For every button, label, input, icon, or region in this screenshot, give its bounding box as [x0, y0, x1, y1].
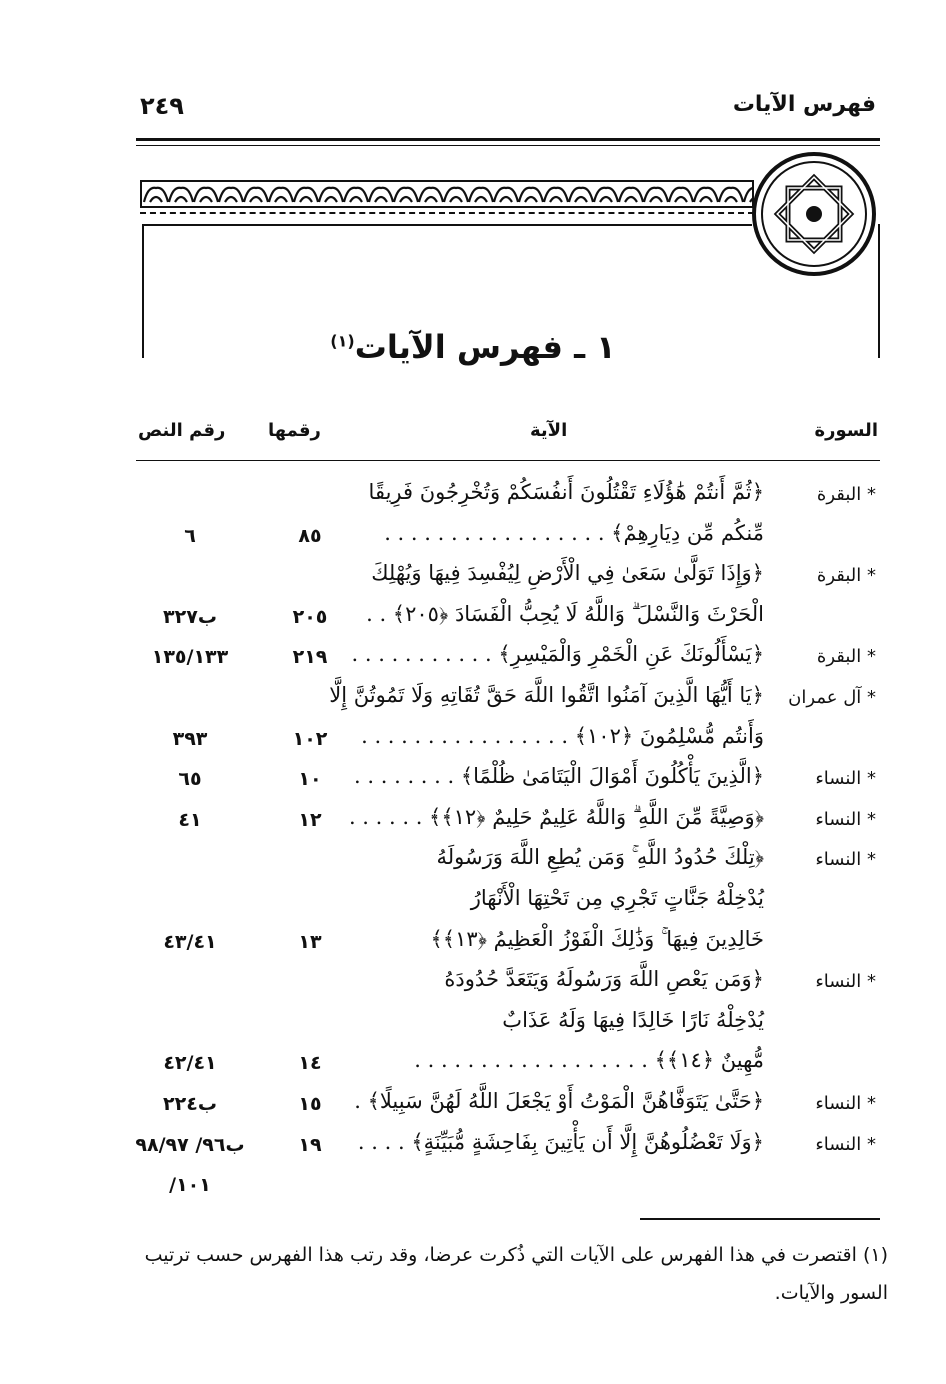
ornament-motif-icon: [544, 188, 568, 202]
ayah-cell: ﴿تِلْكَ حُدُودُ اللَّهِ ۚ وَمَن يُطِعِ اللَّهَ وَرَسُولَهُ: [436, 845, 764, 869]
column-header-text-number: رقم النص: [138, 420, 226, 441]
ornament-medallion-icon: [750, 150, 878, 278]
ayah-cell: ﴿يَسْأَلُونَكَ عَنِ الْخَمْرِ وَالْمَيْسِرِ﴾ . . . . . . . . . . .: [351, 642, 764, 666]
ayah-number-cell: ٢٠٥: [292, 606, 328, 628]
ornament-motif-icon: [144, 188, 168, 202]
ornament-motif-icon: [519, 188, 543, 202]
ayah-cell: ﴿يَا أَيُّهَا الَّذِينَ آمَنُوا اتَّقُوا اللَّهَ حَقَّ تُقَاتِهِ وَلَا تَمُوتُنَّ إِلَّا: [329, 683, 764, 707]
sura-cell: * البقرة: [816, 565, 876, 586]
sura-cell: * النساء: [815, 971, 876, 992]
ornament-motif-icon: [169, 188, 193, 202]
ornament-motif-icon: [669, 188, 693, 202]
ayah-cell: ﴿وَلَا تَعْضُلُوهُنَّ إِلَّا أَن يَأْتِينَ بِفَاحِشَةٍ مُّبَيِّنَةٍ﴾ . . . .: [357, 1130, 764, 1154]
table-row: [0, 965, 946, 1005]
ornament-motif-icon: [319, 188, 343, 202]
ayah-cell: ﴿وَمَن يَعْصِ اللَّهَ وَرَسُولَهُ وَيَتَعَدَّ حُدُودَهُ: [444, 967, 764, 991]
table-row: [0, 843, 946, 883]
text-number-cell: ٦٥: [178, 768, 202, 790]
footnote-rule: [640, 1218, 880, 1220]
table-row: [0, 519, 946, 559]
footnote-text: اقتصرت في هذا الفهرس على الآيات التي ذُكرت عرضا، وقد رتب هذا الفهرس حسب ترتيب السور والآيات.: [144, 1244, 888, 1304]
ayah-cell: ﴿الَّذِينَ يَأْكُلُونَ أَمْوَالَ الْيَتَامَىٰ ظُلْمًا﴾ . . . . . . . .: [354, 764, 764, 788]
ayah-number-cell: ١٣: [298, 931, 322, 953]
column-header-ayah: الآية: [530, 420, 568, 441]
ornament-motif-icon: [469, 188, 493, 202]
table-row: [0, 925, 946, 965]
ayah-number-cell: ١٢: [298, 809, 322, 831]
ayah-cell: خَالِدِينَ فِيهَا ۚ وَذَٰلِكَ الْفَوْزُ الْعَظِيمُ ﴿١٣﴾﴾: [430, 927, 764, 951]
ayah-cell: مُّهِينٌ ﴿١٤﴾﴾ . . . . . . . . . . . . . . . . . .: [414, 1048, 764, 1072]
table-row: [0, 600, 946, 640]
column-header-number: رقمها: [268, 420, 321, 441]
table-row: [0, 559, 946, 599]
table-row: [0, 1087, 946, 1127]
text-number-cell: ب٩٦/ ٩٨/٩٧: [135, 1134, 245, 1156]
ayah-number-cell: ١٤: [298, 1052, 322, 1074]
ayah-cell: مِّنكُم مِّن دِيَارِهِمْ﴾ . . . . . . . . . . . . . . . . .: [384, 521, 764, 545]
sura-cell: * البقرة: [816, 646, 876, 667]
text-number-cell: ١٣٥/١٣٣: [151, 646, 229, 668]
table-row: [0, 1168, 946, 1208]
ayah-number-cell: ١٠: [298, 768, 322, 790]
table-row: [0, 1128, 946, 1168]
ayah-cell: وَأَنتُم مُّسْلِمُونَ ﴿١٠٢﴾ . . . . . . . . . . . . . . . .: [361, 724, 764, 748]
ornament-motif-icon: [694, 188, 718, 202]
ayah-cell: ﴿حَتَّىٰ يَتَوَفَّاهُنَّ الْمَوْتُ أَوْ يَجْعَلَ اللَّهُ لَهُنَّ سَبِيلًا﴾ .: [354, 1089, 764, 1113]
ornament-motif-icon: [494, 188, 518, 202]
sura-cell: * البقرة: [816, 484, 876, 505]
ayah-cell: ﴿وَإِذَا تَوَلَّىٰ سَعَىٰ فِي الْأَرْضِ لِيُفْسِدَ فِيهَا وَيُهْلِكَ: [371, 561, 764, 585]
ayah-cell: يُدْخِلْهُ نَارًا خَالِدًا فِيهَا وَلَهُ عَذَابٌ: [502, 1008, 764, 1032]
table-row: [0, 1046, 946, 1086]
header-rule-thin: [136, 145, 880, 146]
ayah-number-cell: ٢١٩: [292, 646, 328, 668]
ornament-band: [140, 180, 754, 208]
text-number-cell: ٦: [184, 525, 196, 547]
ayah-cell: ﴿وَصِيَّةً مِّنَ اللَّهِ ۗ وَاللَّهُ عَلِيمٌ حَلِيمٌ ﴿١٢﴾﴾ . . . . . .: [348, 805, 764, 829]
ornament-motif-icon: [569, 188, 593, 202]
table-row: [0, 478, 946, 518]
ornament-motif-icon: [344, 188, 368, 202]
ayah-number-cell: ١٥: [298, 1093, 322, 1115]
ornament-motif-icon: [269, 188, 293, 202]
ayah-cell: الْحَرْثَ وَالنَّسْلَ ۗ وَاللَّهُ لَا يُحِبُّ الْفَسَادَ ﴿٢٠٥﴾ . .: [366, 602, 764, 626]
section-footnote-mark: (١): [330, 331, 355, 351]
ornament-motif-icon: [219, 188, 243, 202]
ornament-motif-icon: [419, 188, 443, 202]
page-number: ٢٤٩: [140, 92, 184, 120]
sura-cell: * النساء: [815, 768, 876, 789]
sura-cell: * النساء: [815, 1134, 876, 1155]
ornament-motif-icon: [644, 188, 668, 202]
ornament-motif-icon: [594, 188, 618, 202]
ornament-motif-icon: [444, 188, 468, 202]
ornament-motif-icon: [194, 188, 218, 202]
table-row: [0, 803, 946, 843]
ornament-motif-icon: [294, 188, 318, 202]
ayah-cell: يُدْخِلْهُ جَنَّاتٍ تَجْرِي مِن تَحْتِهَا الْأَنْهَارُ: [470, 886, 764, 910]
table-row: [0, 681, 946, 721]
text-number-cell: ٣٩٣: [172, 728, 208, 750]
table-row: [0, 1006, 946, 1046]
section-title-text: ١ ـ فهرس الآيات: [354, 328, 616, 366]
table-row: [0, 884, 946, 924]
ornament-motif-icon: [244, 188, 268, 202]
sura-cell: * النساء: [815, 849, 876, 870]
ornament-motif-icon: [719, 188, 743, 202]
table-row: [0, 722, 946, 762]
section-title: [0, 328, 946, 366]
table-row: [0, 762, 946, 802]
ornament-motif-icon: [394, 188, 418, 202]
ayah-number-cell: ١٠٢: [292, 728, 328, 750]
table-row: [0, 640, 946, 680]
text-number-cell: ٤٣/٤١: [163, 931, 217, 953]
sura-cell: * النساء: [815, 809, 876, 830]
ornament-motif-icon: [619, 188, 643, 202]
text-number-cell: ب٢٢٤: [163, 1093, 217, 1115]
footnote: [128, 1236, 888, 1312]
running-title: فهرس الآيات: [732, 92, 876, 117]
ornament-motif-icon: [369, 188, 393, 202]
table-header-rule: [136, 460, 880, 461]
header-rule-thick: [136, 138, 880, 141]
footnote-marker: (١): [862, 1244, 888, 1266]
column-header-sura: السورة: [814, 420, 878, 441]
text-number-cell: ب٣٢٧: [163, 606, 217, 628]
sura-cell: * آل عمران: [788, 687, 876, 708]
text-number-cell: ٤٢/٤١: [163, 1052, 217, 1074]
ayah-cell: ﴿ثُمَّ أَنتُمْ هَٰؤُلَاءِ تَقْتُلُونَ أَنفُسَكُمْ وَتُخْرِجُونَ فَرِيقًا: [368, 480, 764, 504]
text-number-cell: ١٠١/: [169, 1174, 211, 1196]
ayah-number-cell: ٨٥: [298, 525, 322, 547]
sura-cell: * النساء: [815, 1093, 876, 1114]
ornament-dash-line: [140, 212, 754, 214]
ayah-number-cell: ١٩: [298, 1134, 322, 1156]
frame-top-line: [142, 224, 752, 226]
text-number-cell: ٤١: [178, 809, 202, 831]
